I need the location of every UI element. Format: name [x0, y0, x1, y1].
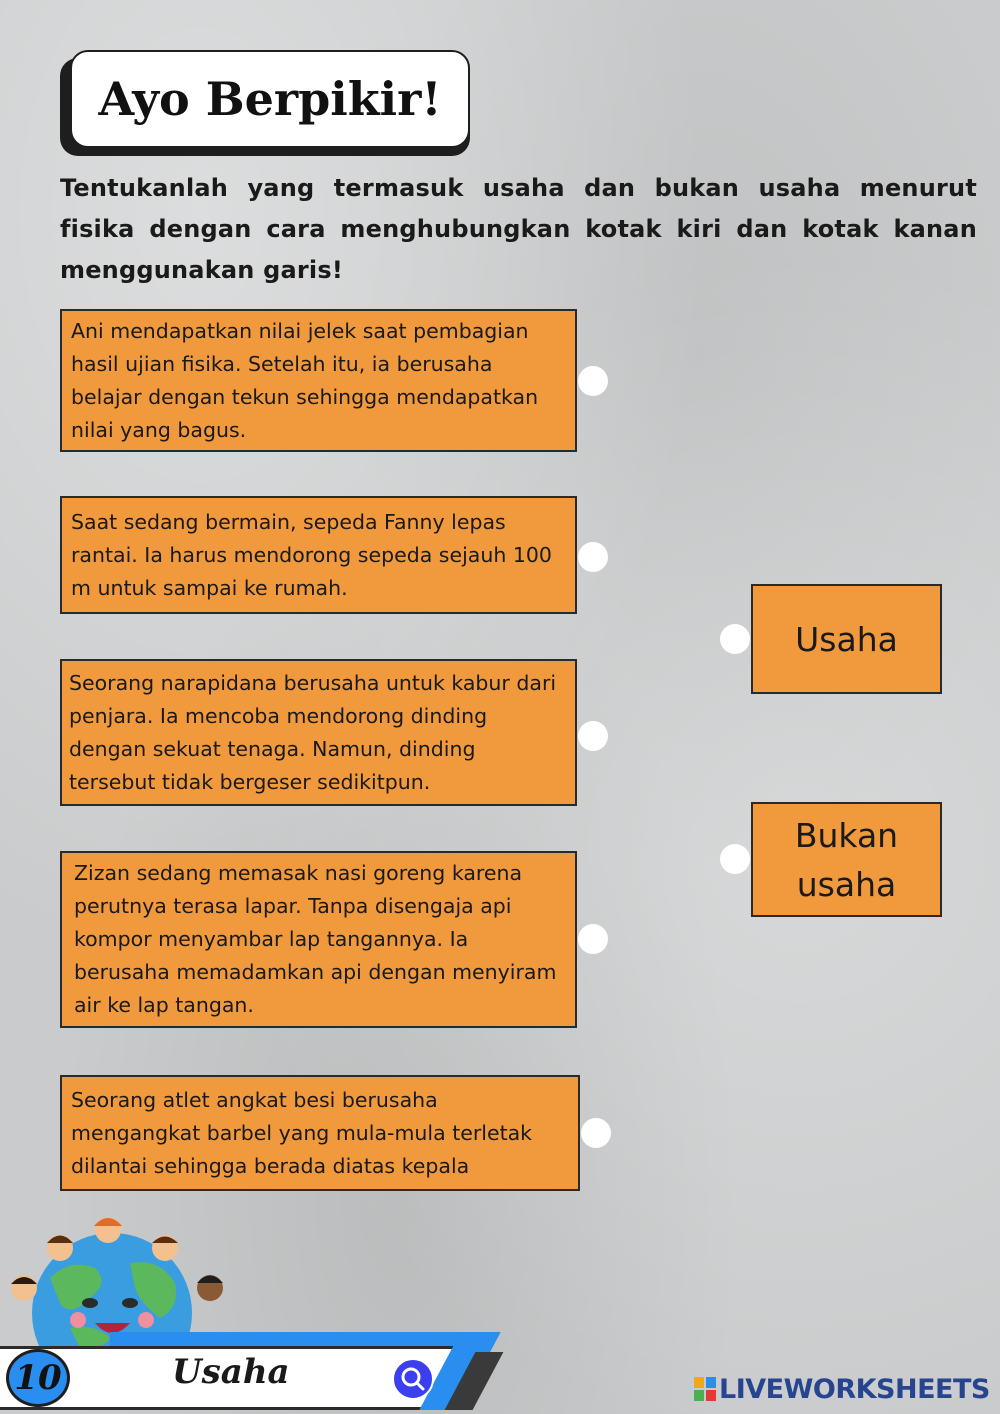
- statement-text: Saat sedang bermain, sepeda Fanny lepas rantai. Ia harus mendorong sepeda sejauh 100 m untuk sampai ke rumah.: [71, 509, 552, 600]
- statement-card-2: [60, 496, 577, 614]
- statement-2-connector[interactable]: [578, 542, 608, 572]
- statement-text: Zizan sedang memasak nasi goreng karena perutnya terasa lapar. Tanpa disengaja api kompor menyambar lap tangannya. Ia berusaha memadamkan api dengan menyiram air ke lap tangan.: [74, 861, 557, 1017]
- target-label: Bukan usaha: [794, 815, 899, 904]
- statement-3-connector[interactable]: [578, 721, 608, 751]
- statement-card-1: [60, 309, 577, 452]
- statement-text: Seorang atlet angkat besi berusaha mengangkat barbel yang mula-mula terletak dilantai sehingga berada diatas kepala: [71, 1087, 533, 1178]
- search-icon: [394, 1360, 432, 1398]
- statement-5-connector[interactable]: [581, 1118, 611, 1148]
- liveworksheets-logo-icon: [694, 1377, 716, 1401]
- liveworksheets-brand: [694, 1372, 990, 1406]
- target-label: Usaha: [795, 619, 898, 659]
- statement-1-connector[interactable]: [578, 366, 608, 396]
- instruction-text: Tentukanlah yang termasuk usaha dan bukan usaha menurut fisika dengan cara menghubungkan kotak kiri dan kotak kanan menggunakan garis!: [60, 174, 977, 284]
- target-usaha: [751, 584, 942, 694]
- page-title: Ayo Berpikir!: [98, 72, 442, 126]
- footer-topic: Usaha: [172, 1352, 290, 1392]
- statement-4-connector[interactable]: [578, 924, 608, 954]
- statement-text: Ani mendapatkan nilai jelek saat pembagian hasil ujian fisika. Setelah itu, ia berusaha belajar dengan tekun sehingga mendapatkan nilai yang bagus.: [71, 318, 539, 442]
- statement-text: Seorang narapidana berusaha untuk kabur dari penjara. Ia mencoba mendorong dinding dengan sekuat tenaga. Namun, dinding tersebut tidak bergeser sedikitpun.: [69, 670, 557, 794]
- footer-accent-line: [110, 1332, 480, 1346]
- usaha-connector[interactable]: [720, 624, 750, 654]
- page-number: 10: [6, 1349, 70, 1407]
- statement-card-4: [60, 851, 577, 1028]
- brand-text: LIVEWORKSHEETS: [719, 1373, 990, 1405]
- statement-card-3: [60, 659, 577, 806]
- title-box: [70, 50, 470, 148]
- bukan-usaha-connector[interactable]: [720, 844, 750, 874]
- statement-card-5: [60, 1075, 580, 1191]
- target-bukan-usaha: [751, 802, 942, 917]
- search-button[interactable]: [392, 1358, 434, 1400]
